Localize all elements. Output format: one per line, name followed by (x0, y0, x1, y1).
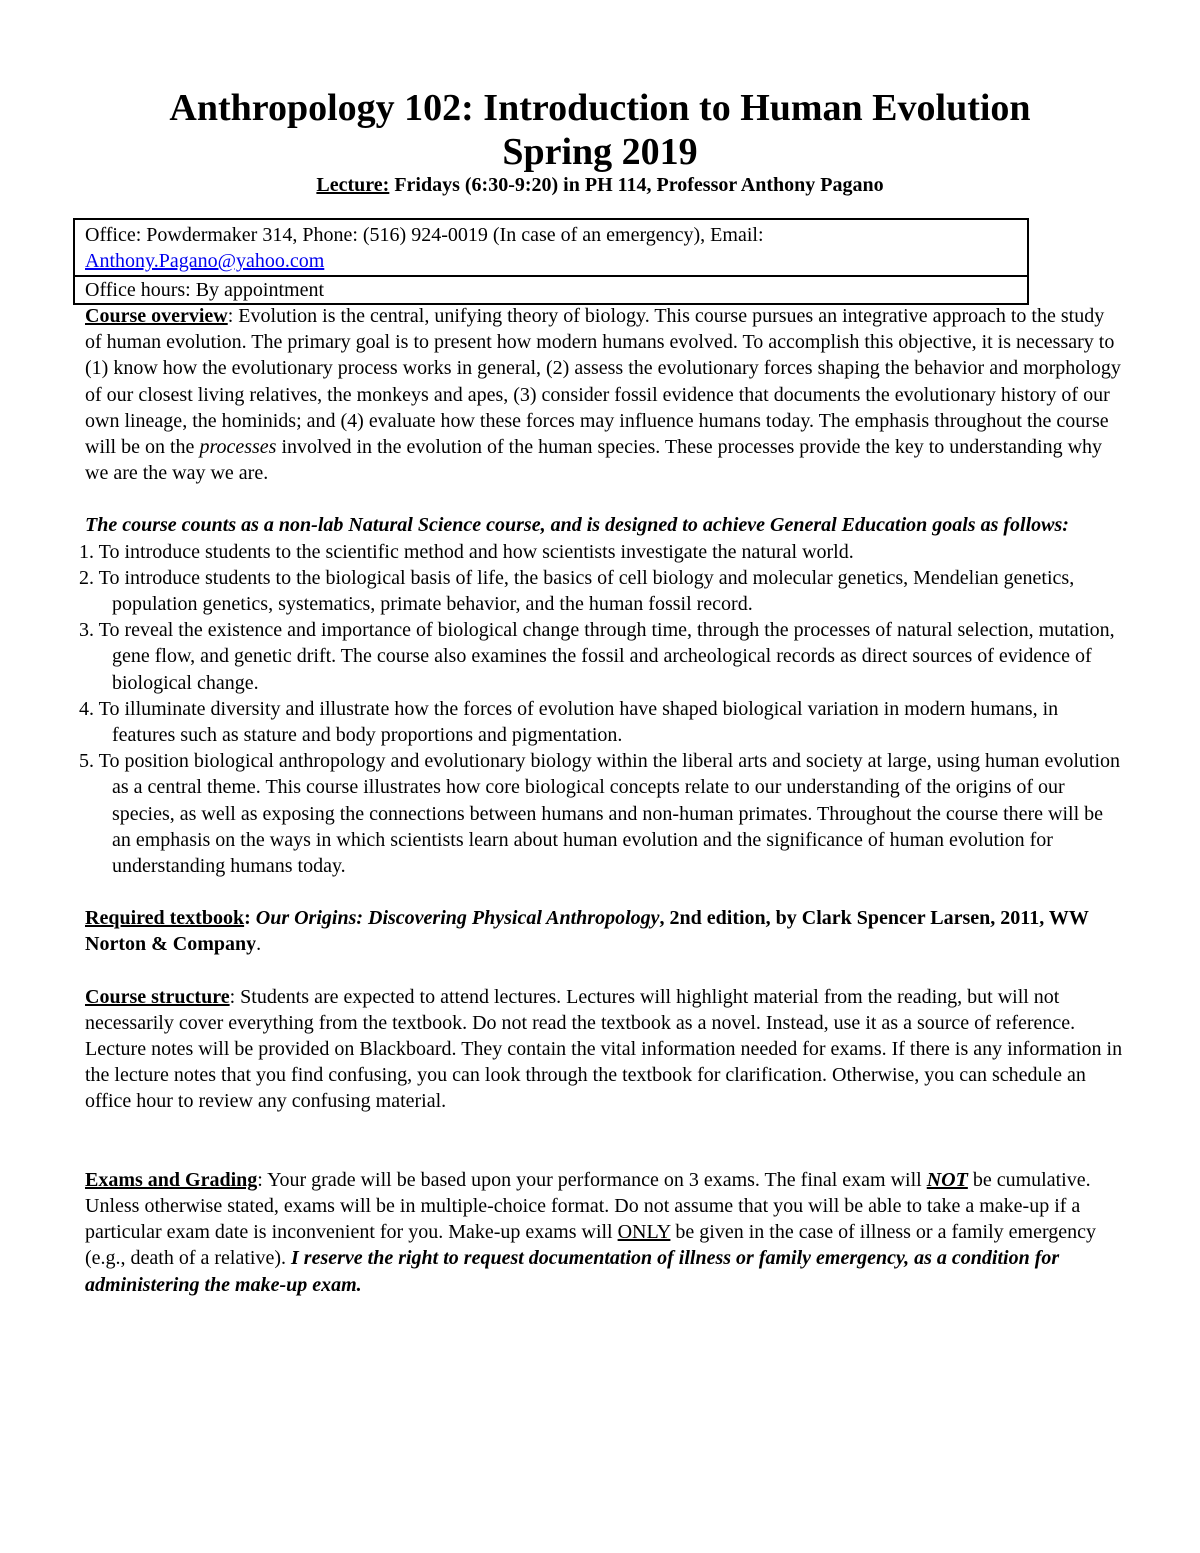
list-item: 2. To introduce students to the biological basis of life, the basics of cell biology and molecular genetics, Mendelian genetics, population genetics, systematics, primate behavior, and the human fossil record. (79, 566, 1075, 616)
course-title: Anthropology 102: Introduction to Human Evolution (169, 87, 1031, 129)
textbook-label: Required textbook (85, 907, 245, 930)
syllabus-body (79, 303, 1125, 1298)
office-text: Office: Powdermaker 314, Phone: (516) 924-0019 (In case of an emergency), Email: (85, 224, 764, 246)
contact-row-office (75, 220, 1027, 277)
email-link[interactable]: Anthony.Pagano@yahoo.com (85, 250, 325, 272)
gened-heading: The course counts as a non-lab Natural Science course, and is designed to achieve General Education goals as follows: (85, 514, 1069, 537)
office-hours: Office hours: By appointment (85, 279, 325, 301)
exams-grading (85, 1167, 1125, 1298)
exams-text-3: be given in the case of illness or a family emergency (e.g., death of a relative). (85, 1221, 1097, 1270)
lecture-label: Lecture: (316, 174, 390, 196)
textbook-details: , 2nd edition, by Clark Spencer Larsen, 2011, WW Norton & Company (85, 907, 1089, 956)
textbook-end: . (256, 933, 262, 956)
contact-row-hours (75, 277, 1027, 303)
list-item: 5. To position biological anthropology and evolutionary biology within the liberal arts and society at large, using human evolution as a central theme. This course illustrates how core biological concepts relate to our understanding of the origins of our species, as well as exposing the connections between humans and non-human primates. Throughout the course there will be an emphasis on the ways in which scientists learn about human evolution and the significance of human evolution for understanding humans today. (79, 750, 1121, 878)
course-overview (85, 303, 1125, 486)
overview-label: Course overview (85, 305, 228, 327)
exams-label: Exams and Grading (85, 1168, 258, 1191)
gened-goals-list (79, 539, 1125, 880)
list-item: 1. To introduce students to the scientific method and how scientists investigate the natural world. (79, 540, 854, 563)
textbook-colon: : (244, 907, 256, 930)
exams-text-1: : Your grade will be based upon your performance on 3 exams. The final exam will (257, 1168, 927, 1191)
list-item: 3. To reveal the existence and importance of biological change through time, through the processes of natural selection, mutation, gene flow, and genetic drift. The course also examines the fossil and archeological records as direct sources of evidence of biological change. (79, 619, 1115, 694)
overview-emphasis: processes (199, 436, 277, 459)
course-term: Spring 2019 (502, 131, 698, 173)
contact-table (73, 218, 1029, 305)
exams-only: ONLY (617, 1221, 671, 1244)
exams-reserve: I reserve the right to request documentation of illness or family emergency, as a condition for administering the make-up exam. (85, 1247, 1060, 1296)
required-textbook (85, 905, 1125, 957)
structure-text: : Students are expected to attend lectures. Lectures will highlight material from the reading, but will not necessarily cover everything from the textbook. Do not read the textbook as a novel. Instead, use it as a source of reference. Lecture notes will be provided on Blackboard. They contain the vital information needed for exams. If there is any information in the lecture notes that you find confusing, you can look through the textbook for clarification. Otherwise, you can schedule an office hour to review any confusing material. (85, 985, 1123, 1113)
lecture-info (0, 173, 1200, 197)
structure-label: Course structure (85, 985, 230, 1008)
textbook-title: Our Origins: Discovering Physical Anthropology (255, 907, 660, 930)
overview-text-end: involved in the evolution of the human species. These processes provide the key to understanding why we are the way we are. (85, 436, 1103, 485)
exams-not: NOT (926, 1168, 968, 1191)
overview-text: : Evolution is the central, unifying theory of biology. This course pursues an integrative approach to the study of human evolution. The primary goal is to present how modern humans evolved. To accomplish this objective, it is necessary to (1) know how the evolutionary process works in general, (2) assess the evolutionary forces shaping the behavior and morphology of our closest living relatives, the monkeys and apes, (3) consider fossil evidence that documents the evolutionary history of our own lineage, the hominids; and (4) evaluate how these forces may influence humans today. The emphasis throughout the course will be on the (85, 305, 1121, 459)
list-item: 4. To illuminate diversity and illustrate how the forces of evolution have shaped biological variation in modern humans, in features such as stature and body proportions and pigmentation. (79, 697, 1059, 747)
course-structure (85, 984, 1125, 1115)
lecture-details: Fridays (6:30-9:20) in PH 114, Professor Anthony Pagano (389, 174, 884, 196)
exams-text-2: be cumulative. Unless otherwise stated, exams will be in multiple-choice format. Do not assume that you will be able to take a make-up if a particular exam date is inconvenient for you. Make-up exams will (85, 1168, 1091, 1244)
